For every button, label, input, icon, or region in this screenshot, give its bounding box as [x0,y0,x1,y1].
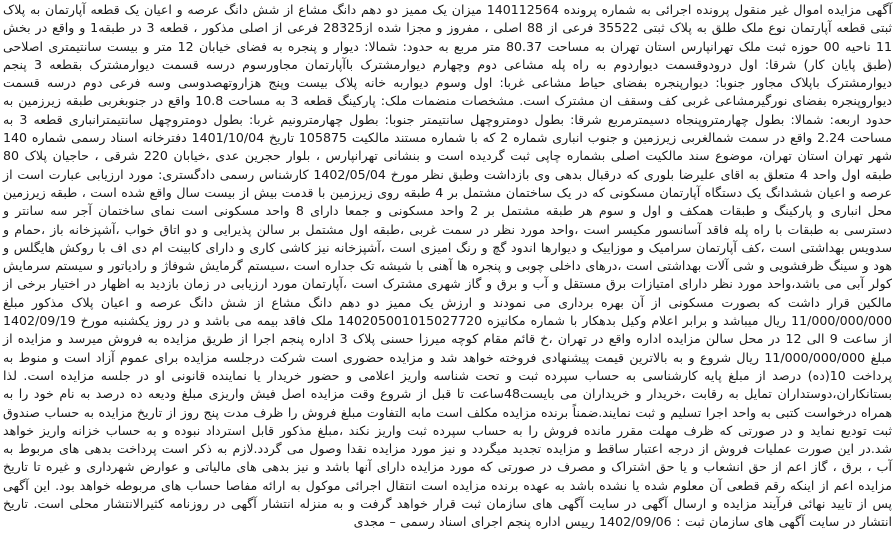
auction-notice-text: آگهی مزایده اموال غیر منقول پرونده اجرائی به شماره پرونده 140112564 میزان یک ممیز دو دهم دانگ مشاع از شش دانگ عرصه و اعیان یک قطعه آپارتمان به پلاک ثبتی قطعه آپارتمان نوع ملک طلق به پلاک ثبتی 35522 فرعی از 88 اصلی ، مفروز و مجزا شده از28325 فرعی از اصلی مذکور ، قطعه 3 در طبقه1 و واقع در بخش 11 ناحیه 00 حوزه ثبت ملک تهرانپارس استان تهران به مساحت 80.37 متر مربع به حدود: شمالا: دیوار و پنجره به فضای خیابان 12 متر و بیست سانتیمتری اصلاحی (طبق پایان کار) شرقا: اول درودوقسمت دیواردوم به راه پله مشاعی دوم وچهارم دیوارمشترک باآپارتمان مجاورسوم درسه قسمت دیوارمشترک بقطعه 3 پنجم دیوارمشترک باپلاک مجاور جنوبا: دیوارپنجره بفضای حیاط مشاعی غربا: اول وسوم دیواربه خانه پلاک بیست وپنج هزاروتهصدوسی وسه فرعی دوم درسه قسمت دیواروپنجره بفضای نورگیرمشاعی غربی کف وسقف ان مشترک است. مشخصات منضمات ملک: پارکینگ قطعه 3 به مساحت 10.8 واقع در جنوبغربی طبقه زیرزمین به حدود اربعه: شمالا: بطول چهارمتروپنجاه دسیمترمربع شرقا: بطول دومتروچهل سانتیمتر جنوبا: بطول چهارمترونیم غربا: بطول دومتروچهل سانتیمترانباری قطعه 3 به مساحت 2.24 واقع در سمت شمالغربی زیرزمین و جنوب انباری شماره 2 که با شماره مستند مالکیت 105875 تاریخ 1401/10/04 دفترخانه اسناد رسمی شماره 140 شهر تهران استان تهران، موضوع سند مالکیت اصلی بشماره چاپی ثبت گردیده است و بنشانی تهرانپارس ، بلوار حجرین عدی ،خیابان 220 شرقی ، حاجیان پلاک 80 طبقه اول واحد 4 متعلق به اقای علیرضا بلوری که درقبال بدهی وی بازداشت وطبق نظر مورخ 1402/05/04 کارشناس رسمی دادگستری: مورد ارزیابی عبارت است از عرصه و اعیان ششدانگ یک دستگاه آپارتمان مسکونی که در یک ساختمان مشتمل بر 4 طبقه روی زیرزمین با قدمت بیش از بیست سال واقع شده است ، طبقه زیرزمین محل انباری و پارکینگ و طبقات همکف و اول و سوم هر طبقه مشتمل بر 2 واحد مسکونی و جمعا دارای 8 واحد مسکونی است نمای ساختمان آجر سه سانتر و دسترسی به طبقات با راه پله فاقد آسانسور مکیسر است ،واحد مورد نظر در سمت غربی ،طبقه اول مشتمل بر سالن پذیرایی و دو اتاق خواب ،آشپزخانه باز ،حمام و سدویس بهداشتی است ،کف آپارتمان سرامیک و موزاییک و دیوارها اندود گچ و رنگ امیزی است ،آشپزخانه نیز کاشی کاری و دارای کابینت ام دی اف با روکش هایگلس و هود و سینگ ظرفشویی و شی آلات بهداشتی است ،درهای داخلی چوبی و پنجره ها آهنی با شیشه تک جداره است ،سیستم گرمایش شوفاژ و رادیاتور و سیستم سرمایش کولر آبی می باشد،واحد مورد نظر دارای امتیازات برق مستقل و آب و برق و گاز شهری مشترک است ،آپارتمان مورد ارزیابی در زمان بازدید به اظهار در اختیار برخی از مالکین قرار داشت که بصورت مسکونی از آن بهره برداری می نمودند و ارزش یک ممیز دو دهم دانگ مشاع از شش دانگ عرصه و اعیان پلاک مذکور مبلغ 11/000/000/000 ریال میباشد و برابر اعلام وکیل بدهکار با شماره مکانیزه 140205001015027720 ملک فاقد بیمه می باشد و در روز یکشنبه مورخ 1402/09/19 از ساعت 9 الی 12 در محل سالن مزایده اداره واقع در تهران ،خ قائم مقام کوچه میرزا حسنی پلاک 3 اداره پنجم اجرا از طریق مزایده به فروش میرسد و مزایده از مبلغ 11/000/000/000 ریال شروع و به بالاترین قیمت پیشنهادی فروخته خواهد شد و مزایده حضوری است شرکت درجلسه مزایده برای عموم آزاد است و منوط به پرداخت 10(ده) درصد از مبلغ پایه کارشناسی به حساب سپرده ثبت و تحت شناسه واریز اعلامی و حضور خریدار یا نماینده قانونی او در جلسه مزایده است. لذا بستانکاران،دوستداران تمایل به رقابت ،خریدار و خریداران می بایست48ساعت تا قبل از شروع وقت مزایده اصل فیش واریزی مبلغ ودیعه ده درصد به نام خود را به همراه درخواست کتبی به واحد اجرا تسلیم و ثبت نمایند.ضمناً برنده مزایده مکلف است مابه التفاوت مبلغ فروش را ظرف مدت پنج روز از تاریخ مزایده به حساب صندوق ثبت تودیع نماید و در صورتی که ظرف مهلت مقرر مانده فروش را به حساب سپرده ثبت واریز نکند ،مبلغ مذکور قابل استرداد نبوده و به حساب خزانه واریز خواهد شد.در این صورت عملیات فروش از درجه اعتبار ساقط و مزایده تجدید میگردد و نیز مورد مزایده نقدا وصول می گردد.لازم به ذکر است پرداخت بدهی های مربوط به آب ، برق ، گاز اعم از حق انشعاب و یا حق اشتراک و مصرف در صورتی که مورد مزایده دارای آنها باشد و نیز بدهی های مالیاتی و عوارض شهرداری و غیره تا تاریخ مزایده اعم از اینکه رقم قطعی آن معلوم شده یا نشده باشد به عهده برنده مزایده است انتقال اجرائی موکول به ارائه مفاصا حساب های مربوطه خواهد بود. این آگهی پس از تایید نهائی فرآیند مزایده و ارسال آگهی در سایت آگهی های سازمان ثبت قرار خواهد گرفت و به منزله انتشار آگهی در روزنامه کثیرالانتشار محلی است. تاریخ انتشار در سایت آگهی های سازمان ثبت : 1402/09/06 رییس اداره پنجم اجرای اسناد رسمی – مجدی [3,2,893,530]
